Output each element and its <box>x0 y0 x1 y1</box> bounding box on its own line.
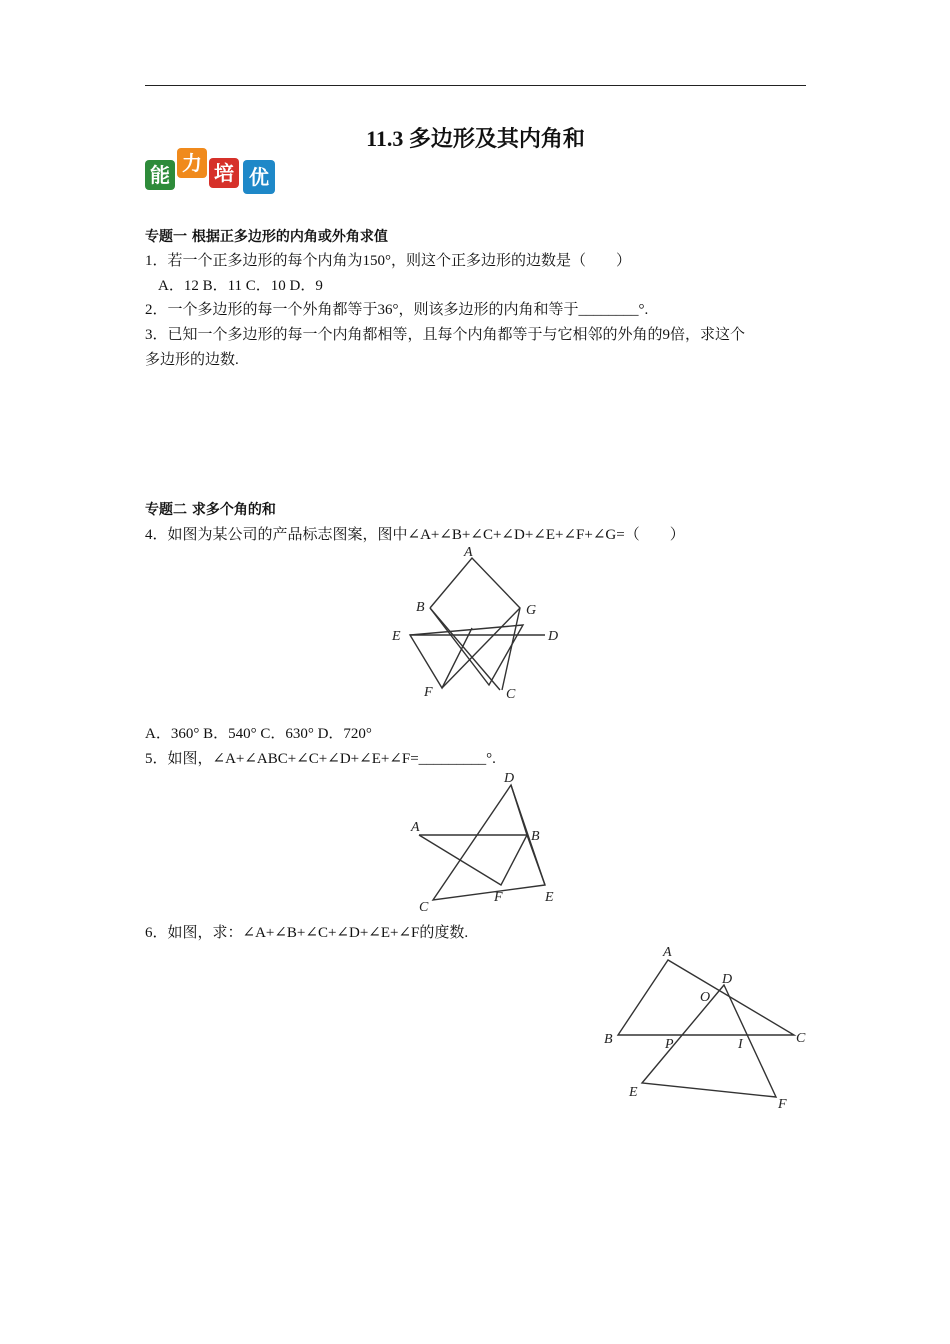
logo-tile-3: 培 <box>209 158 239 188</box>
fig2-label-E: E <box>545 890 554 905</box>
question-3-line1: 3．已知一个多边形的每一个内角都相等，且每个内角都等于与它相邻的外角的9倍，求这个 <box>145 327 746 343</box>
fig3-label-B: B <box>604 1032 613 1047</box>
fig3-label-D: D <box>722 972 733 987</box>
header-rule <box>145 85 806 86</box>
question-3-line2: 多边形的边数. <box>145 352 239 368</box>
figure-3-two-triangles <box>596 940 816 1115</box>
fig1-label-B: B <box>416 600 425 615</box>
topic1-heading: 专题一 根据正多边形的内角或外角求值 <box>145 229 388 245</box>
question-1-options: A．12 B．11 C．10 D．9 <box>158 278 323 294</box>
logo-badge <box>145 146 277 196</box>
logo-tile-4: 优 <box>243 160 275 194</box>
fig1-label-G: G <box>526 603 537 618</box>
question-4-options: A．360° B．540° C．630° D．720° <box>145 726 372 742</box>
fig2-triangle-DCE <box>433 785 545 900</box>
figure-2-star <box>405 765 565 915</box>
figure-1-logo-pattern <box>380 540 570 705</box>
fig3-label-C: C <box>796 1031 806 1046</box>
question-5: 5．如图，∠A+∠ABC+∠C+∠D+∠E+∠F=_________°. <box>145 751 496 767</box>
fig1-label-C: C <box>506 687 516 702</box>
fig1-lines-lower <box>410 608 523 688</box>
fig2-label-F: F <box>494 890 503 905</box>
question-2: 2．一个多边形的每一个外角都等于36°，则该多边形的内角和等于________°. <box>145 302 649 318</box>
fig3-label-E: E <box>629 1085 638 1100</box>
fig2-label-C: C <box>419 900 429 915</box>
fig3-label-F: F <box>778 1097 787 1112</box>
fig3-label-A: A <box>663 945 672 960</box>
fig3-label-I: I <box>738 1037 743 1052</box>
logo-tile-1: 能 <box>145 160 175 190</box>
fig3-label-O: O <box>700 990 711 1005</box>
page-title: 11.3 多边形及其内角和 <box>366 126 585 151</box>
fig3-label-P: P <box>665 1037 674 1052</box>
fig1-label-D: D <box>548 629 559 644</box>
fig1-label-F: F <box>424 685 433 700</box>
fig1-label-A: A <box>464 545 473 560</box>
topic2-heading: 专题二 求多个角的和 <box>145 502 276 518</box>
question-6: 6．如图，求：∠A+∠B+∠C+∠D+∠E+∠F的度数. <box>145 925 469 941</box>
fig2-label-B: B <box>531 829 540 844</box>
fig1-label-E: E <box>392 629 401 644</box>
question-4: 4．如图为某公司的产品标志图案，图中∠A+∠B+∠C+∠D+∠E+∠F+∠G=（ ） <box>145 527 685 543</box>
fig2-label-D: D <box>504 771 515 786</box>
logo-tile-2: 力 <box>177 148 207 178</box>
question-1: 1．若一个正多边形的每个内角为150°，则这个正多边形的边数是（ ） <box>145 253 632 269</box>
fig2-label-A: A <box>411 820 420 835</box>
